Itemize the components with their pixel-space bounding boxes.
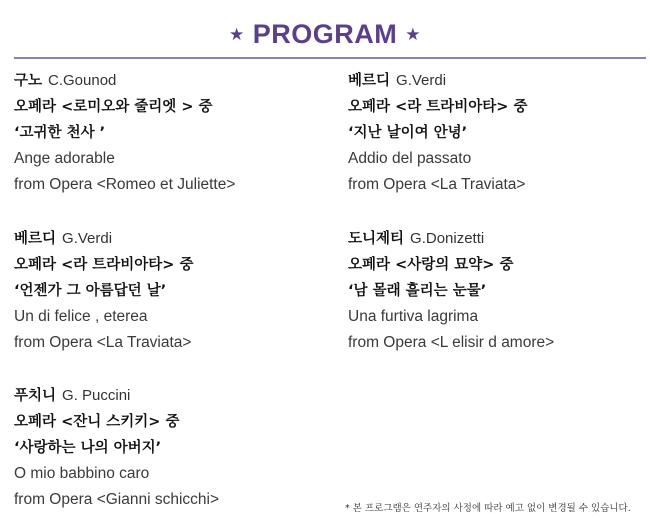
aria-title-ko: ‘고귀한 천사 ’ [14, 125, 106, 141]
composer-name-en: G.Donizetti [410, 230, 485, 247]
composer-name-en: C.Gounod [48, 72, 117, 89]
composer-name-ko: 도니제티 [348, 231, 405, 247]
aria-title-original: Un di felice , eterea [14, 308, 148, 325]
program-item-verdi-addio [348, 68, 648, 198]
composer-name-ko: 구노 [14, 73, 43, 89]
aria-title-ko: ‘언젠가 그 아름답던 날’ [14, 283, 167, 299]
composer-name-ko: 푸치니 [14, 388, 57, 404]
program-title: PROGRAM [252, 19, 398, 49]
composer-name-ko: 베르디 [348, 73, 391, 89]
composer-line [14, 383, 314, 409]
program-heading [0, 18, 650, 54]
aria-title-ko: ‘사랑하는 나의 아버지’ [14, 440, 162, 456]
composer-name-ko: 베르디 [14, 231, 57, 247]
aria-title-original: Una furtiva lagrima [348, 308, 479, 325]
star-icon: ★ [405, 25, 421, 44]
aria-title-ko: ‘남 몰래 흘리는 눈물’ [348, 283, 487, 299]
program-item-donizetti [348, 226, 648, 356]
opera-title-ko: 오페라 <라 트라비아타> 중 [348, 99, 528, 115]
program-item-gounod [14, 68, 314, 198]
header-divider [14, 57, 646, 59]
composer-line [14, 226, 314, 252]
program-item-verdi-un-di [14, 226, 314, 356]
opera-title-ko: 오페라 <사랑의 묘약> 중 [348, 257, 514, 273]
aria-title-original: Addio del passato [348, 150, 472, 167]
composer-line [348, 68, 648, 94]
aria-title-original: Ange adorable [14, 150, 115, 167]
opera-title-en: from Opera <Romeo et Juliette> [14, 176, 236, 193]
composer-name-en: G.Verdi [396, 72, 447, 89]
program-item-puccini [14, 383, 314, 513]
aria-title-ko: ‘지난 날이여 안녕’ [348, 125, 468, 141]
opera-title-en: from Opera <Gianni schicchi> [14, 491, 220, 508]
composer-line [14, 68, 314, 94]
composer-name-en: G.Verdi [62, 230, 113, 247]
composer-name-en: G. Puccini [62, 387, 131, 404]
program-change-notice: * 본 프로그램은 연주자의 사정에 따라 예고 없이 변경될 수 있습니다. [345, 503, 631, 514]
star-icon: ★ [229, 25, 245, 44]
opera-title-en: from Opera <La Traviata> [14, 334, 192, 351]
composer-line [348, 226, 648, 252]
opera-title-en: from Opera <La Traviata> [348, 176, 526, 193]
opera-title-ko: 오페라 <잔니 스키키> 중 [14, 414, 180, 430]
opera-title-ko: 오페라 <로미오와 줄리엣 > 중 [14, 99, 213, 115]
opera-title-en: from Opera <L elisir d amore> [348, 334, 555, 351]
opera-title-ko: 오페라 <라 트라비아타> 중 [14, 257, 194, 273]
aria-title-original: O mio babbino caro [14, 465, 150, 482]
